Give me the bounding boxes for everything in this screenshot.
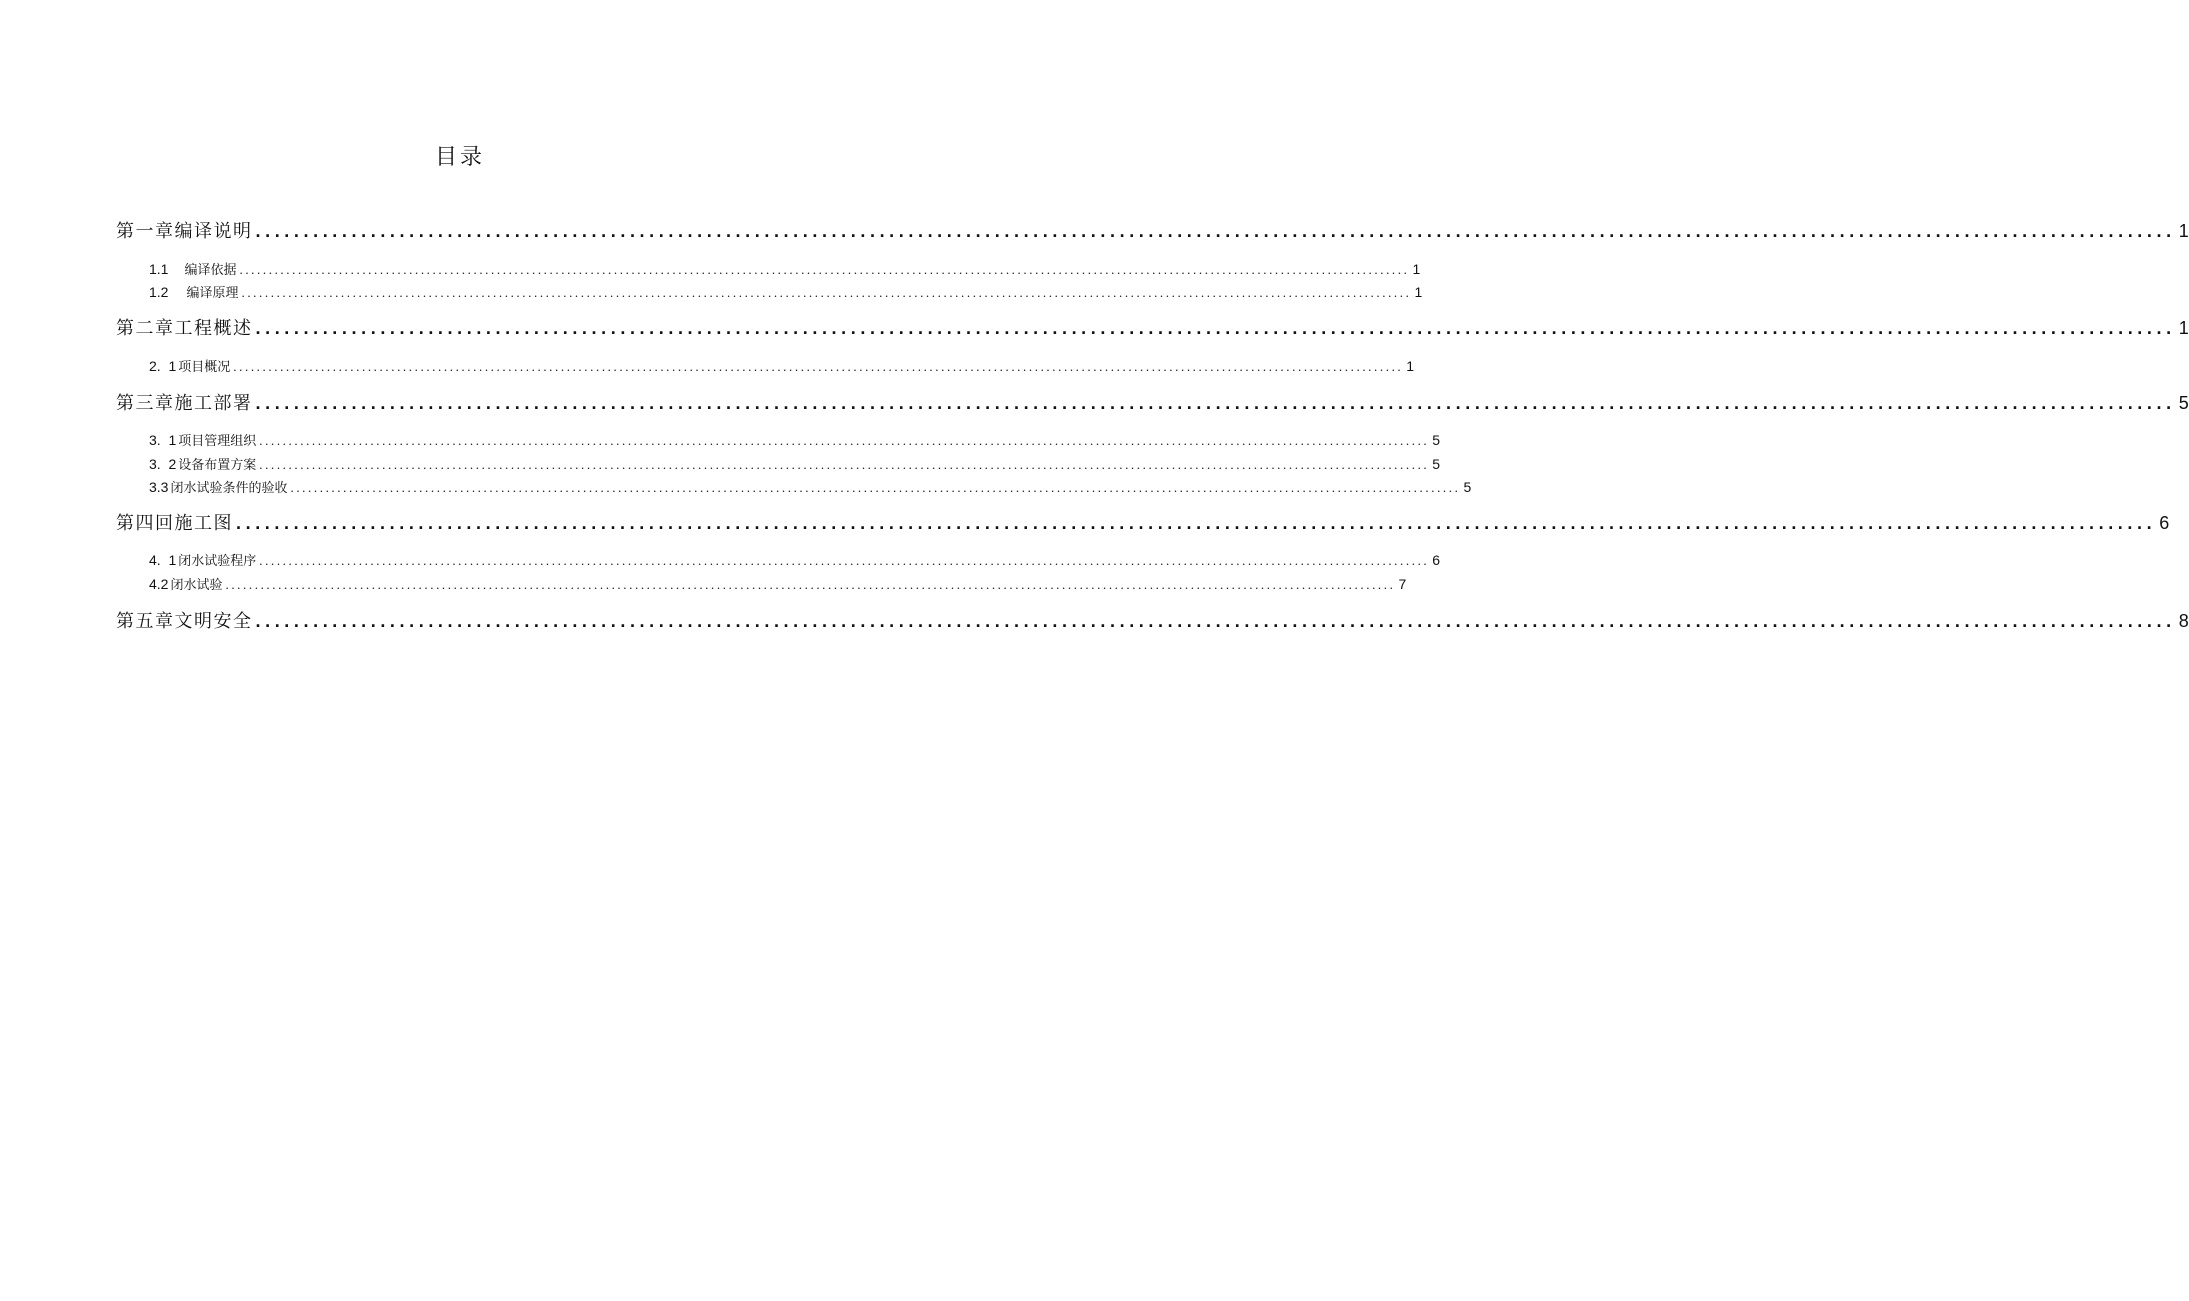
toc-page-number: 6: [2159, 513, 2170, 533]
toc-section-text: 编译原理: [186, 286, 239, 301]
toc-page-number: 8: [2178, 611, 2189, 631]
toc-page-number: 1: [1414, 284, 1423, 300]
toc-page-number: 1: [1406, 358, 1415, 374]
toc-entry-chapter-1[interactable]: [116, 218, 2189, 244]
toc-section-text: 编译依据: [184, 263, 237, 278]
toc-section-number: 3. 1: [149, 432, 177, 448]
toc-leader-dots: ........................................................................................................................................................................................................: [259, 433, 1430, 448]
toc-section-text: 项目管理组织: [178, 434, 257, 449]
toc-section-number: 3.3: [149, 479, 169, 495]
toc-entry-section-1-1[interactable]: [149, 259, 1421, 279]
toc-section-label: [149, 259, 236, 281]
toc-leader-dots: ........................................................................................................................................................................................................: [239, 262, 1410, 277]
toc-entry-section-3-2[interactable]: [149, 454, 1441, 474]
toc-page-number: 5: [1432, 456, 1441, 472]
toc-page-number: 1: [1412, 261, 1421, 277]
toc-leader-dots: ........................................................................................................................................................................................................: [236, 513, 2157, 533]
toc-leader-dots: ........................................................................................................................................................................................................: [241, 285, 1412, 300]
toc-page-number: 1: [2178, 221, 2189, 241]
toc-section-label: [149, 550, 256, 572]
toc-section-text: 闭水试验: [170, 578, 223, 593]
toc-leader-dots: ........................................................................................................................................................................................................: [255, 611, 2176, 631]
toc-section-number: 4.2: [149, 576, 169, 592]
toc-leader-dots: ........................................................................................................................................................................................................: [259, 553, 1430, 568]
toc-section-text: 项目概况: [178, 360, 231, 375]
toc-entry-section-3-3[interactable]: [149, 477, 1472, 497]
toc-entry-chapter-4[interactable]: [116, 510, 2170, 536]
toc-chapter-label: 第四回施工图: [116, 513, 233, 534]
toc-chapter-label: 第三章施工部署: [116, 393, 253, 414]
toc-leader-dots: ........................................................................................................................................................................................................: [233, 359, 1404, 374]
toc-page-number: 5: [1463, 479, 1472, 495]
toc-page-number: 1: [2178, 318, 2189, 338]
toc-entry-section-4-2[interactable]: [149, 574, 1407, 594]
toc-section-label: [149, 477, 287, 499]
toc-page-number: 6: [1432, 552, 1441, 568]
toc-leader-dots: ........................................................................................................................................................................................................: [255, 393, 2176, 413]
toc-section-number: 1.2: [149, 284, 169, 300]
toc-page-number: 7: [1398, 576, 1407, 592]
toc-section-text: 闭水试验条件的验收: [170, 481, 288, 496]
toc-entry-section-2-1[interactable]: [149, 356, 1415, 376]
toc-page-number: 5: [1432, 432, 1441, 448]
toc-entry-section-1-2[interactable]: [149, 282, 1423, 302]
toc-section-label: [149, 574, 222, 596]
toc-leader-dots: ........................................................................................................................................................................................................: [255, 318, 2176, 338]
toc-entry-chapter-2[interactable]: [116, 315, 2189, 341]
toc-section-number: 2. 1: [149, 358, 177, 374]
toc-entry-chapter-3[interactable]: [116, 390, 2189, 416]
toc-leader-dots: ........................................................................................................................................................................................................: [255, 221, 2176, 241]
toc-leader-dots: ........................................................................................................................................................................................................: [290, 480, 1461, 495]
toc-page-number: 5: [2178, 393, 2189, 413]
toc-entry-section-4-1[interactable]: [149, 550, 1441, 570]
toc-entry-section-3-1[interactable]: [149, 430, 1441, 450]
toc-title: 目录: [434, 145, 485, 170]
toc-section-label: [149, 454, 256, 476]
toc-section-label: [149, 282, 238, 304]
toc-chapter-label: 第五章文明安全: [116, 611, 253, 632]
toc-section-number: 3. 2: [149, 456, 177, 472]
toc-section-number: 4. 1: [149, 552, 177, 568]
toc-chapter-label: 第一章编译说明: [116, 221, 253, 242]
toc-leader-dots: ........................................................................................................................................................................................................: [259, 457, 1430, 472]
toc-chapter-label: 第二章工程概述: [116, 318, 253, 339]
toc-section-label: [149, 356, 230, 378]
toc-leader-dots: ........................................................................................................................................................................................................: [225, 577, 1396, 592]
toc-section-label: [149, 430, 256, 452]
toc-entry-chapter-5[interactable]: [116, 608, 2189, 634]
toc-section-text: 闭水试验程序: [178, 554, 257, 569]
toc-section-number: 1.1: [149, 261, 169, 277]
toc-section-text: 设备布置方案: [178, 458, 257, 473]
